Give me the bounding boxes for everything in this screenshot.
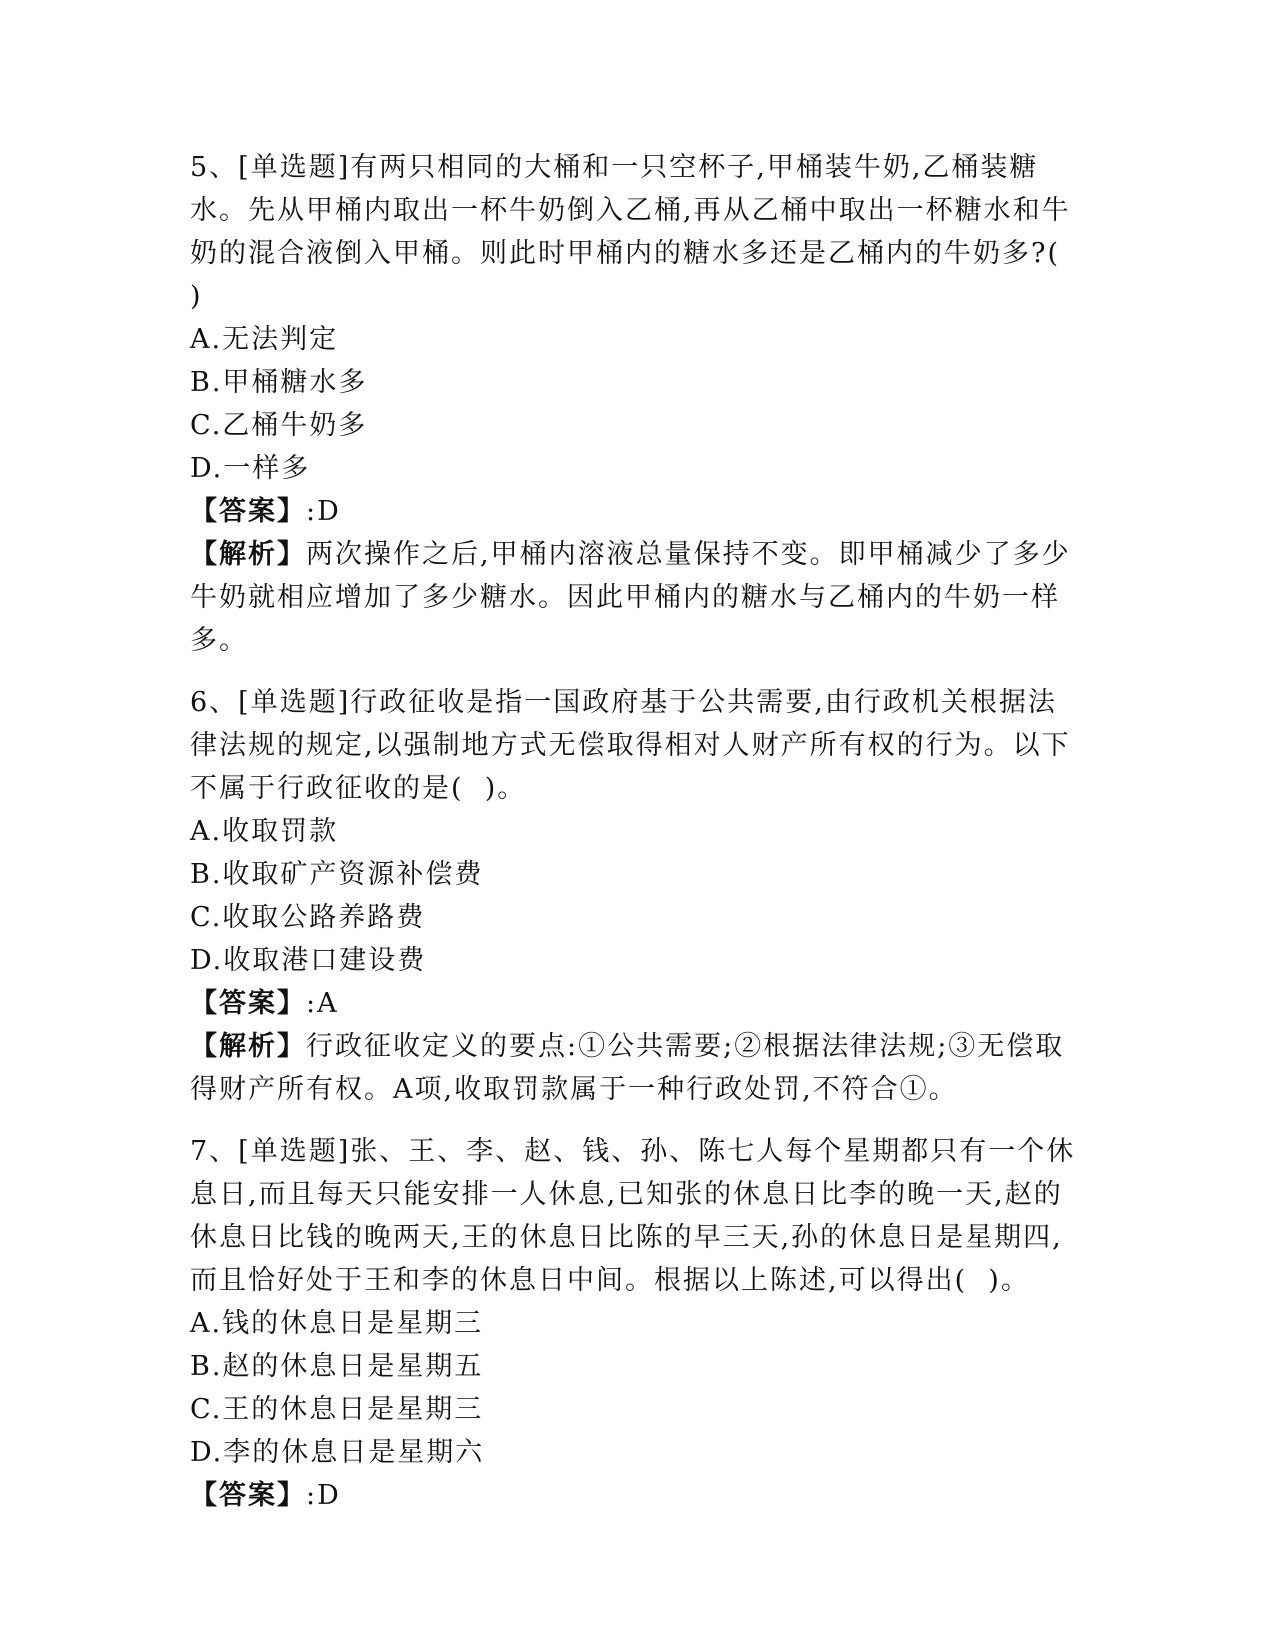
analysis-label: 【解析】	[190, 539, 306, 570]
option-d: D.李的休息日是星期六	[190, 1437, 485, 1468]
question-stem: 5、[单选题]有两只相同的大桶和一只空杯子,甲桶装牛奶,乙桶装糖水。先从甲桶内取出一杯牛奶倒入乙桶,再从乙桶中取出一杯糖水和牛奶的混合液倒入甲桶。则此时甲桶内的糖水多还是乙桶内的牛奶多?( )	[190, 152, 1082, 312]
option-a: A.钱的休息日是星期三	[190, 1308, 484, 1339]
option-b: B.甲桶糖水多	[190, 367, 368, 398]
analysis-paragraph	[190, 533, 1080, 662]
option-a: A.收取罚款	[190, 816, 339, 847]
answer-separator: :	[306, 1480, 318, 1511]
answer-separator: :	[306, 988, 318, 1019]
answer-label: 【答案】	[190, 496, 306, 527]
answer-line	[190, 490, 1090, 533]
question-6	[190, 681, 1090, 1111]
document-content	[190, 146, 1090, 1536]
option-a: A.无法判定	[190, 324, 339, 355]
option-c: C.王的休息日是星期三	[190, 1394, 484, 1425]
answer-label: 【答案】	[190, 1480, 306, 1511]
analysis-text: 两次操作之后,甲桶内溶液总量保持不变。即甲桶减少了多少牛奶就相应增加了多少糖水。因此甲桶内的糖水与乙桶内的牛奶一样多。	[190, 539, 1071, 656]
question-stem: 7、[单选题]张、王、李、赵、钱、孙、陈七人每个星期都只有一个休息日,而且每天只能安排一人休息,已知张的休息日比李的晚一天,赵的休息日比钱的晚两天,王的休息日比陈的早三天,孙的休息日是星期四,而且恰好处于王和李的休息日中间。根据以上陈述,可以得出( )。	[190, 1136, 1076, 1296]
answer-label: 【答案】	[190, 988, 306, 1019]
answer-value: A	[317, 988, 339, 1019]
option-d: D.收取港口建设费	[190, 945, 427, 976]
answer-line	[190, 982, 1090, 1025]
analysis-label: 【解析】	[190, 1031, 306, 1062]
answer-value: D	[317, 1480, 341, 1511]
answer-line	[190, 1474, 1090, 1517]
option-b: B.收取矿产资源补偿费	[190, 859, 484, 890]
answer-value: D	[317, 496, 341, 527]
question-stem: 6、[单选题]行政征收是指一国政府基于公共需要,由行政机关根据法律法规的规定,以强制地方式无偿取得相对人财产所有权的行为。以下不属于行政征收的是( )。	[190, 687, 1071, 804]
option-c: C.收取公路养路费	[190, 902, 426, 933]
option-c: C.乙桶牛奶多	[190, 410, 368, 441]
analysis-paragraph	[190, 1025, 1080, 1111]
analysis-text: 行政征收定义的要点:①公共需要;②根据法律法规;③无偿取得财产所有权。A项,收取罚款属于一种行政处罚,不符合①。	[190, 1031, 1065, 1105]
question-5	[190, 146, 1090, 662]
question-7	[190, 1130, 1090, 1517]
answer-separator: :	[306, 496, 318, 527]
option-d: D.一样多	[190, 453, 311, 484]
option-b: B.赵的休息日是星期五	[190, 1351, 484, 1382]
